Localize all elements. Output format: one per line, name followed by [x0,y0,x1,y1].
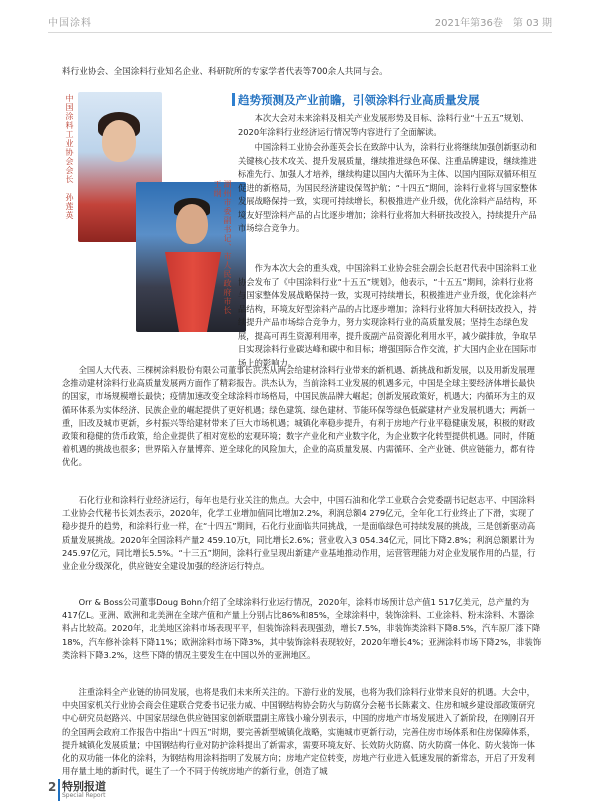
photo-caption-right: 湖州市委副书记、市人民政府市长 王纲 [213,180,232,324]
section-title: 趋势预测及产业前瞻，引领涂料行业高质量发展 [238,93,480,107]
paragraph-right-2: 中国涂料工业协会孙莲英会长在致辞中认为，涂料行业将继续加强创新驱动和关键核心技术攻关、提升发展质量，继续推进绿色环保、注重品牌建设，继续推进标准先行、加强人才培养，继续构建以国内大循环为主体、以国内国际双循环相互促进的新格局，为国民经济建设保驾护航；“十四五”期间，涂料行业将与国家整体发展战略保持一致，实现可持续增长，积极推进产业升级，优化涂料产品结构，环境友好型涂料产品的占比逐步增加；涂料行业将加大科研技改投入，持续提升产品市场综合竞争力。 [238,142,537,233]
section-marker [232,93,235,106]
intro-text: 料行业协会、全国涂料行业知名企业、科研院所的专家学者代表等700余人共同与会。 [62,67,388,77]
photo-group [62,92,232,330]
photo-caption-left: 中国涂料工业协会会长 孙莲英 [65,94,74,220]
page-number: 2 [48,780,57,794]
paragraph-full-2: 石化行业和涂料行业经济运行，每年也是行业关注的焦点。大会中，中国石油和化学工业联合会党委副书记赵志平、中国涂料工业协会代秘书长刘杰表示，2020年，化学工业增加值同比增加2.2%，利润总额4 279亿元，全年化工行业终止了下滑，实现了稳步提升的趋势，和涂料行业一样，在“十四五”期间，石化行业面临共同挑战，一是面临绿色可持续发展的挑战，三是创新驱动高质量发展挑战。2020年全国涂料产量2 459.10万t，同比增长2.6%；营业收入3 054.34亿元，同比下降2.8%；利润总额累计为245.97亿元，同比增长5.5%。“十三五”期间，涂料行业呈现出新建产业基地推动作用，运营管理能力对企业发展作用的凸显，行业企业分级深化，供应链安全建设加强的经济运行特点。 [62,495,536,572]
issue-info: 2021年第36卷 第 03 期 [434,18,552,29]
paragraph-full-3: Orr & Boss公司董事Doug Bohn介绍了全球涂料行业运行情况，2020年，涂料市场预计总产值1 517亿美元，总产量约为417亿L。亚洲、欧洲和北美洲在全球产值和产量上分别占比86%和85%，全球涂料中，装饰涂料、工业涂料、粉末涂料、木器涂料占比较高。2020年，北美地区涂料市场表现平平，但装饰涂料表现强劲，增长7.5%，非装饰类涂料下降8.5%，汽车原厂漆下降18%，汽车修补涂料下降11%；欧洲涂料市场下降3%，其中装饰涂料表现较好，2020年增长4%；亚洲涂料市场下降2%，非装饰类涂料下降3.2%，这些下降的情况主要发生在中国以外的亚洲地区。 [62,597,542,660]
page-header [0,0,600,34]
footer-marker [58,779,60,801]
paragraph-right-3: 作为本次大会的重头戏，中国涂料工业协会驻会副会长赵君代表中国涂料工业协会发布了《中国涂料行业“十五五”规划》，他表示，“十五五”期间，涂料行业将与国家整体发展战略保持一致，实现可持续增长，积极推进产业升级，优化涂料产品结构，环境友好型涂料产品的占比逐步增加；涂料行业将加大科研技改投入，持续提升产品市场综合竞争力，努力实现涂料行业的高质量发展；坚持生态绿色发展，提高可再生资源利用率，提升废副产品资源化利用水平，减少碳排放，争取早日实现涂料行业碳达峰和碳中和目标；增强国际合作交流，扩大国内企业在国际市场上的影响力。 [238,263,537,368]
journal-name: 中国涂料 [48,18,92,29]
header-divider [48,32,552,33]
footer-section-title: 特别报道 [62,780,106,793]
footer-section-subtitle: Special Report [62,792,106,799]
paragraph-right-1: 本次大会对未来涂料及相关产业发展形势及目标、涂料行业“十五五”规划、2020年涂料行业经济运行情况等内容进行了全面解读。 [238,113,529,137]
paragraph-full-4: 注重涂料全产业链的协同发展，也将是我们未来所关注的。下游行业的发展，也将为我们涂料行业带来良好的机遇。大会中，中央国家机关行业协会商会住建联合党委书记张力威、中国钢结构协会防火与防腐分会秘书长陈素文、住房和城乡建设部政策研究中心研究员赵路兴、中国家居绿色供应链国家创新联盟副主席钱小瑜分别表示，中国的房地产市场发展进入了新阶段，在刚刚召开的全国两会政府工作报告中指出“十四五”时期，要完善新型城镇化战略，实施城市更新行动，完善住房市场体系和住房保障体系，提升城镇化发展质量；中国钢结构行业对防护涂料提出了新需求，需要环境友好、长效防火防腐、防火防腐一体化、防火装饰一体化的双功能一体化的涂料，为钢结构用涂料指明了发展方向；房地产定位转变，房地产行业进入低速发展的新常态，开启了开发利用存量土地的新时代，诞生了一个不同于传统房地产的新行业，创造了城 [62,687,536,777]
paragraph-full-1: 全国人大代表、三棵树涂料股份有限公司董事长洪杰从两会给建材涂料行业带来的新机遇、新挑战和新发展，以及用新发展理念推动建材涂料行业高质量发展两方面作了精彩报告。洪杰认为，当前涂料工业发展的机遇多元，中国是全球主要经济体增长最快的国家，市场规模增长最快；疫情加速改变全球涂料市场格局，中国民族品牌大崛起；创新发展政策好，机遇大；内循环为主的双循环体系为实体经济、民族企业的崛起提供了更好机遇；绿色建筑、绿色建材、节能环保等绿色低碳建材产业发展机遇大；两新一重，旧改及城市更新，乡村振兴等给建材带来了巨大市场机遇；城镇化率稳步提升，有利于房地产行业平稳健康发展，积极的财政政策和稳健的货币政策，给企业提供了相对宽松的宏观环境；数字产业化和产业数字化，为企业数字化转型提供机遇。同时，伴随着机遇的挑战也很多；世界陷入存量博弈、逆全球化的风险加大，企业的高质量发展、内需循环、全产业链、供应链能力，都有待优化。 [62,365,535,468]
